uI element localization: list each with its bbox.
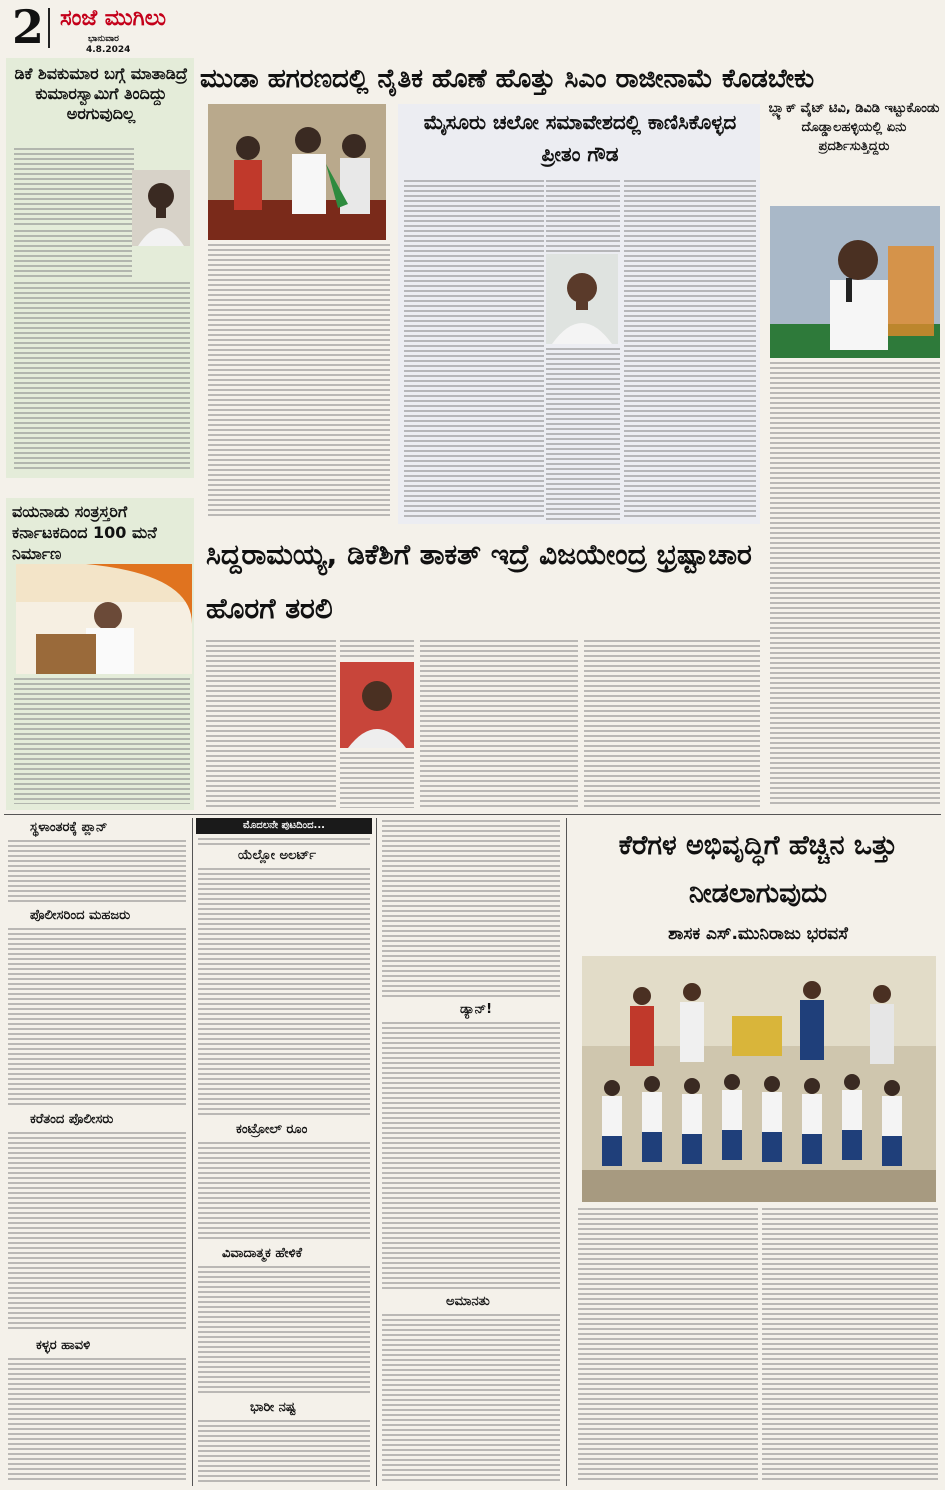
- bottom-left-column: [6, 818, 188, 1486]
- bottom-mid1-body-1: [198, 868, 370, 1118]
- right-story: [766, 100, 942, 810]
- bottom-mid1-body-0: [198, 838, 370, 846]
- subhead-relocation: ಸ್ಥಳಾಂತರಕ್ಕೆ ಪ್ಲಾನ್: [30, 820, 108, 835]
- center-story-headline: ಮೈಸೂರು ಚಲೋ ಸಮಾವೇಶದಲ್ಲಿ ಕಾಣಿಸಿಕೊಳ್ಳದ ಪ್ರೀತಂ ಗೌಡ: [423, 110, 737, 166]
- column-rule-1: [192, 818, 193, 1486]
- center-story-body-3: [546, 348, 620, 520]
- school-children-photo: [582, 956, 936, 1202]
- center-story-body-2: [546, 180, 620, 252]
- page-divider: [4, 814, 941, 815]
- left-bottom-headline: ವಯನಾಡು ಸಂತ್ರಸ್ತರಿಗೆ ಕರ್ನಾಟಕದಿಂದ 100 ಮನೆ ನಿರ್ಮಾಣ: [12, 502, 157, 563]
- continued-tag-label: ಮೊದಲನೇ ಪುಟದಿಂದ...: [243, 820, 325, 831]
- bsy-rally-photo: [208, 104, 386, 240]
- top-banner-headline: ಮುಡಾ ಹಗರಣದಲ್ಲಿ ನೈತಿಕ ಹೊಣೆ ಹೊತ್ತು ಸಿಎಂ ರಾಜೀನಾಮೆ ಕೊಡಬೇಕು: [200, 64, 815, 94]
- subhead-police-brought: ಕರೆತಂದ ಪೊಲೀಸರು: [30, 1112, 114, 1127]
- preetham-gowda-photo: [546, 254, 618, 344]
- left-top-body-2: [14, 230, 132, 280]
- left-top-body-1: [14, 148, 134, 228]
- center-story: [398, 104, 760, 524]
- vijayendra-story-body-5: [584, 640, 760, 808]
- subhead-yellow-alert: ಯೆಲ್ಲೋ ಅಲರ್ಟ್: [238, 848, 316, 863]
- bottom-mid2-body-1: [382, 820, 560, 998]
- masthead-divider: [48, 8, 50, 48]
- bottom-right-story: [570, 818, 942, 1486]
- page-number: 2: [12, 0, 45, 54]
- masthead: [0, 0, 945, 56]
- bottom-mid1-body-2: [198, 1142, 370, 1242]
- vijayendra-story-body-2: [340, 640, 414, 660]
- subhead-suspension: ಅಮಾನತು: [446, 1294, 490, 1309]
- lakes-body-2: [762, 1208, 938, 1482]
- center-story-body-4: [624, 180, 756, 520]
- bottom-left-body-1: [8, 840, 186, 902]
- bottom-left-body-4: [8, 1358, 186, 1482]
- masthead-day: ಭಾನುವಾರ: [88, 34, 119, 44]
- bottom-mid2-body-3: [382, 1314, 560, 1482]
- lakes-subheadline: ಶಾಸಕ ಎಸ್.ಮುನಿರಾಜು ಭರವಸೆ: [668, 924, 848, 944]
- paper-name: ಸಂಜೆ ಮುಗಿಲು: [60, 6, 166, 31]
- vijayendra-story-body-4: [420, 640, 578, 808]
- subhead-control-room: ಕಂಟ್ರೋಲ್ ರೂಂ: [236, 1122, 308, 1137]
- middle-banner-headline: ಸಿದ್ದರಾಮಯ್ಯ, ಡಿಕೆಶಿಗೆ ತಾಕತ್ ಇದ್ರೆ ವಿಜಯೇಂದ್ರ ಭ್ರಷ್ಟಾಚಾರ ಹೊರಗೆ ತರಲಿ: [206, 538, 752, 625]
- vijayendra-story-body-3: [340, 752, 414, 808]
- bottom-left-body-2: [8, 928, 186, 1108]
- right-story-body: [770, 362, 940, 806]
- center-story-body-1: [404, 180, 544, 520]
- column-rule-3: [566, 818, 567, 1486]
- right-story-headline: ಬ್ಲ್ಯಾಕ್ ವೈಟ್ ಟಿವಿ, ಡಿವಿಡಿ ಇಟ್ಟುಕೊಂಡು ದೊಡ್ಡಾಲಹಳ್ಳಿಯಲ್ಲಿ ಏನು ಪ್ರದರ್ಶಿಸುತ್ತಿದ್ದರು: [768, 101, 940, 154]
- left-bottom-story: [6, 498, 194, 810]
- masthead-date: 4.8.2024: [86, 45, 131, 55]
- left-top-body-3: [14, 282, 190, 472]
- dk-shivakumar-photo: [132, 170, 190, 246]
- bsy-story-body: [208, 244, 390, 516]
- bottom-mid2-column: [380, 818, 562, 1486]
- speaker-photo: [340, 662, 414, 748]
- lakes-body-1: [578, 1208, 758, 1482]
- subhead-police-mahazar: ಪೊಲೀಸರಿಂದ ಮಹಜರು: [30, 908, 131, 923]
- bottom-mid2-body-2: [382, 1022, 560, 1290]
- column-rule-2: [376, 818, 377, 1486]
- subhead-dance: ಡ್ಯಾನ್!: [460, 1002, 493, 1017]
- kumaraswamy-photo: [770, 206, 940, 358]
- continued-tag: [196, 818, 372, 834]
- left-top-story: [6, 58, 194, 478]
- bottom-mid1-body-4: [198, 1420, 370, 1482]
- siddaramaiah-speech-photo: [16, 564, 192, 674]
- lakes-headline: ಕೆರೆಗಳ ಅಭಿವೃದ್ಧಿಗೆ ಹೆಚ್ಚಿನ ಒತ್ತು ನೀಡಲಾಗುವುದು: [618, 830, 898, 909]
- subhead-heavy-loss: ಭಾರೀ ನಷ್ಟ: [250, 1400, 296, 1415]
- paper-logo: [60, 4, 230, 34]
- bottom-mid1-column: [196, 818, 372, 1486]
- bottom-left-body-3: [8, 1132, 186, 1332]
- vijayendra-story-body-1: [206, 640, 336, 808]
- bottom-mid1-body-3: [198, 1266, 370, 1396]
- subhead-controversial-statement: ವಿವಾದಾತ್ಮಕ ಹೇಳಿಕೆ: [222, 1246, 303, 1261]
- left-top-headline: ಡಿಕೆ ಶಿವಕುಮಾರ ಬಗ್ಗೆ ಮಾತಾಡಿದ್ರೆ ಕುಮಾರಸ್ವಾಮಿಗೆ ತಿಂದಿದ್ದು ಅರಗುವುದಿಲ್ಲ: [14, 64, 188, 123]
- subhead-thief-menace: ಕಳ್ಳರ ಹಾವಳಿ: [36, 1338, 91, 1353]
- left-bottom-body: [14, 678, 190, 804]
